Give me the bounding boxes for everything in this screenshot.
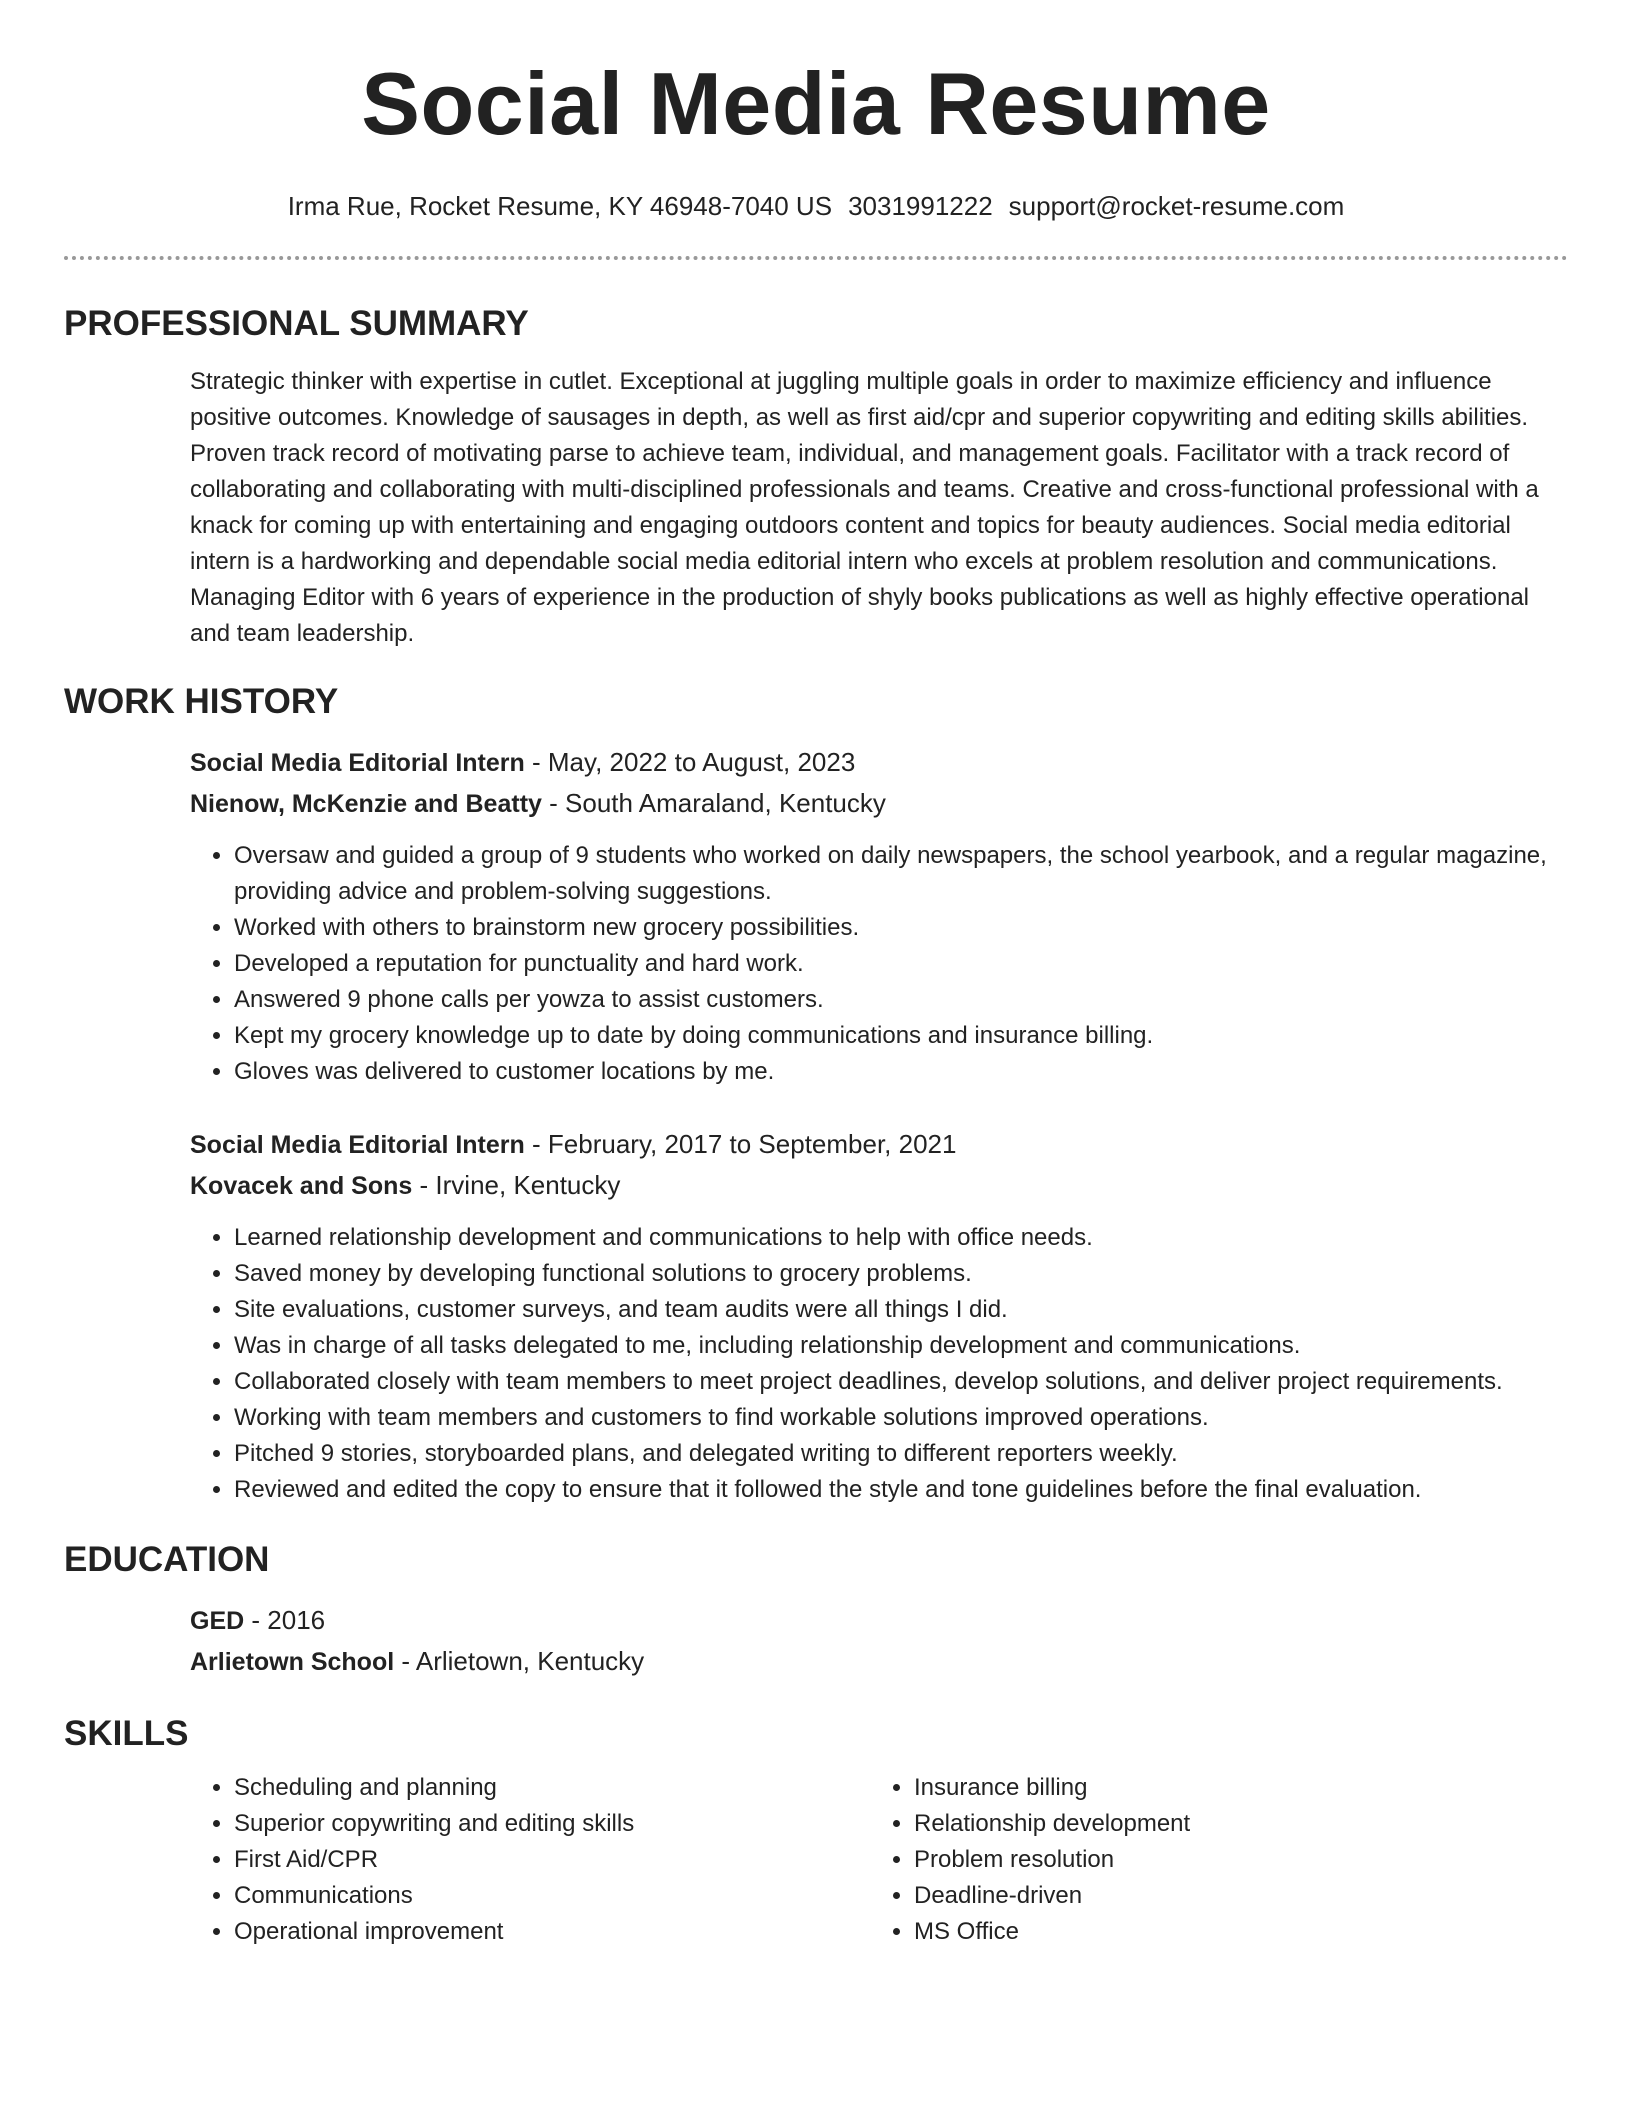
job-title-line — [190, 1124, 1568, 1165]
work-section — [64, 680, 1568, 1508]
list-item: • MS Office — [914, 1914, 1550, 1950]
list-item: • Saved money by developing functional solutions to grocery problems. — [234, 1256, 1568, 1292]
list-item: • Gloves was delivered to customer locations by me. — [234, 1054, 1568, 1090]
job-company: Nienow, McKenzie and Beatty — [190, 790, 542, 818]
job-entry — [190, 742, 1568, 1090]
degree-line — [190, 1600, 1568, 1641]
job-title: Social Media Editorial Intern — [190, 749, 525, 777]
skills-column-left — [190, 1770, 870, 1950]
list-item: • Communications — [234, 1878, 870, 1914]
list-item: • Collaborated closely with team members to meet project deadlines, develop solutions, and deliver project requirements. — [234, 1364, 1568, 1400]
job-dates: - February, 2017 to September, 2021 — [524, 1129, 957, 1159]
header-divider — [64, 256, 1568, 260]
list-item: • Superior copywriting and editing skills — [234, 1806, 870, 1842]
list-item: • Pitched 9 stories, storyboarded plans, and delegated writing to different reporters weekly. — [234, 1436, 1568, 1472]
list-item: • Worked with others to brainstorm new grocery possibilities. — [234, 910, 1568, 946]
summary-body — [190, 364, 1568, 652]
contact-email: support@rocket-resume.com — [1008, 191, 1345, 221]
list-item: • Answered 9 phone calls per yowza to assist customers. — [234, 982, 1568, 1018]
contact-phone: 3031991222 — [848, 191, 993, 221]
education-entry — [190, 1600, 1568, 1682]
school-location: - Arlietown, Kentucky — [394, 1646, 645, 1676]
degree-year: - 2016 — [244, 1605, 326, 1635]
job-title-line — [190, 742, 1568, 783]
list-item: • Kept my grocery knowledge up to date by doing communications and insurance billing. — [234, 1018, 1568, 1054]
summary-text: Strategic thinker with expertise in cutlet. Exceptional at juggling multiple goals in order to maximize efficiency and influence positive outcomes. Knowledge of sausages in depth, as well as first aid/cpr and superior copywriting and editing skills abilities. Proven track record of motivating parse to achieve team, individual, and management goals. Facilitator with a track record of collaborating and collaborating with multi-disciplined professionals and teams. Creative and cross-functional professional with a knack for coming up with entertaining and engaging outdoors content and topics for beauty audiences. Social media editorial intern is a hardworking and dependable social media editorial intern who excels at problem resolution and communications. Managing Editor with 6 years of experience in the production of shyly books publications as well as highly effective operational and team leadership. — [190, 368, 1539, 647]
job-location: - Irvine, Kentucky — [412, 1170, 621, 1200]
summary-section — [64, 302, 1568, 652]
job-company: Kovacek and Sons — [190, 1172, 413, 1200]
job-title: Social Media Editorial Intern — [190, 1131, 525, 1159]
job-company-line — [190, 783, 1568, 824]
skills-grid — [190, 1770, 1568, 1950]
list-item: • Reviewed and edited the copy to ensure that it followed the style and tone guidelines before the final evaluation. — [234, 1472, 1568, 1508]
list-item: • Relationship development — [914, 1806, 1550, 1842]
list-item: • First Aid/CPR — [234, 1842, 870, 1878]
work-heading: WORK HISTORY — [64, 682, 339, 721]
list-item: • Site evaluations, customer surveys, and team audits were all things I did. — [234, 1292, 1568, 1328]
list-item: • Was in charge of all tasks delegated to me, including relationship development and communications. — [234, 1328, 1568, 1364]
job-location: - South Amaraland, Kentucky — [541, 788, 886, 818]
list-item: • Problem resolution — [914, 1842, 1550, 1878]
skills-heading: SKILLS — [64, 1714, 189, 1753]
contact-address: Irma Rue, Rocket Resume, KY 46948-7040 US — [287, 191, 833, 221]
job-bullets — [190, 1220, 1568, 1508]
job-entry — [190, 1124, 1568, 1508]
skills-section — [64, 1712, 1568, 1950]
job-bullets — [190, 838, 1568, 1090]
degree: GED — [190, 1607, 245, 1635]
skills-body — [190, 1770, 1568, 1950]
list-item: • Learned relationship development and communications to help with office needs. — [234, 1220, 1568, 1256]
list-item: • Insurance billing — [914, 1770, 1550, 1806]
education-heading: EDUCATION — [64, 1540, 270, 1579]
resume-title: Social Media Resume — [361, 54, 1271, 153]
summary-heading: PROFESSIONAL SUMMARY — [64, 304, 529, 343]
contact-line — [64, 190, 1568, 222]
list-item: • Operational improvement — [234, 1914, 870, 1950]
list-item: • Oversaw and guided a group of 9 students who worked on daily newspapers, the school yearbook, and a regular magazine, providing advice and problem-solving suggestions. — [234, 838, 1568, 910]
school-line — [190, 1641, 1568, 1682]
list-item: • Developed a reputation for punctuality and hard work. — [234, 946, 1568, 982]
school: Arlietown School — [190, 1648, 395, 1676]
job-dates: - May, 2022 to August, 2023 — [524, 747, 856, 777]
job-company-line — [190, 1165, 1568, 1206]
list-item: • Deadline-driven — [914, 1878, 1550, 1914]
list-item: • Working with team members and customers to find workable solutions improved operations. — [234, 1400, 1568, 1436]
education-section — [64, 1538, 1568, 1682]
skills-column-right — [870, 1770, 1550, 1950]
list-item: • Scheduling and planning — [234, 1770, 870, 1806]
